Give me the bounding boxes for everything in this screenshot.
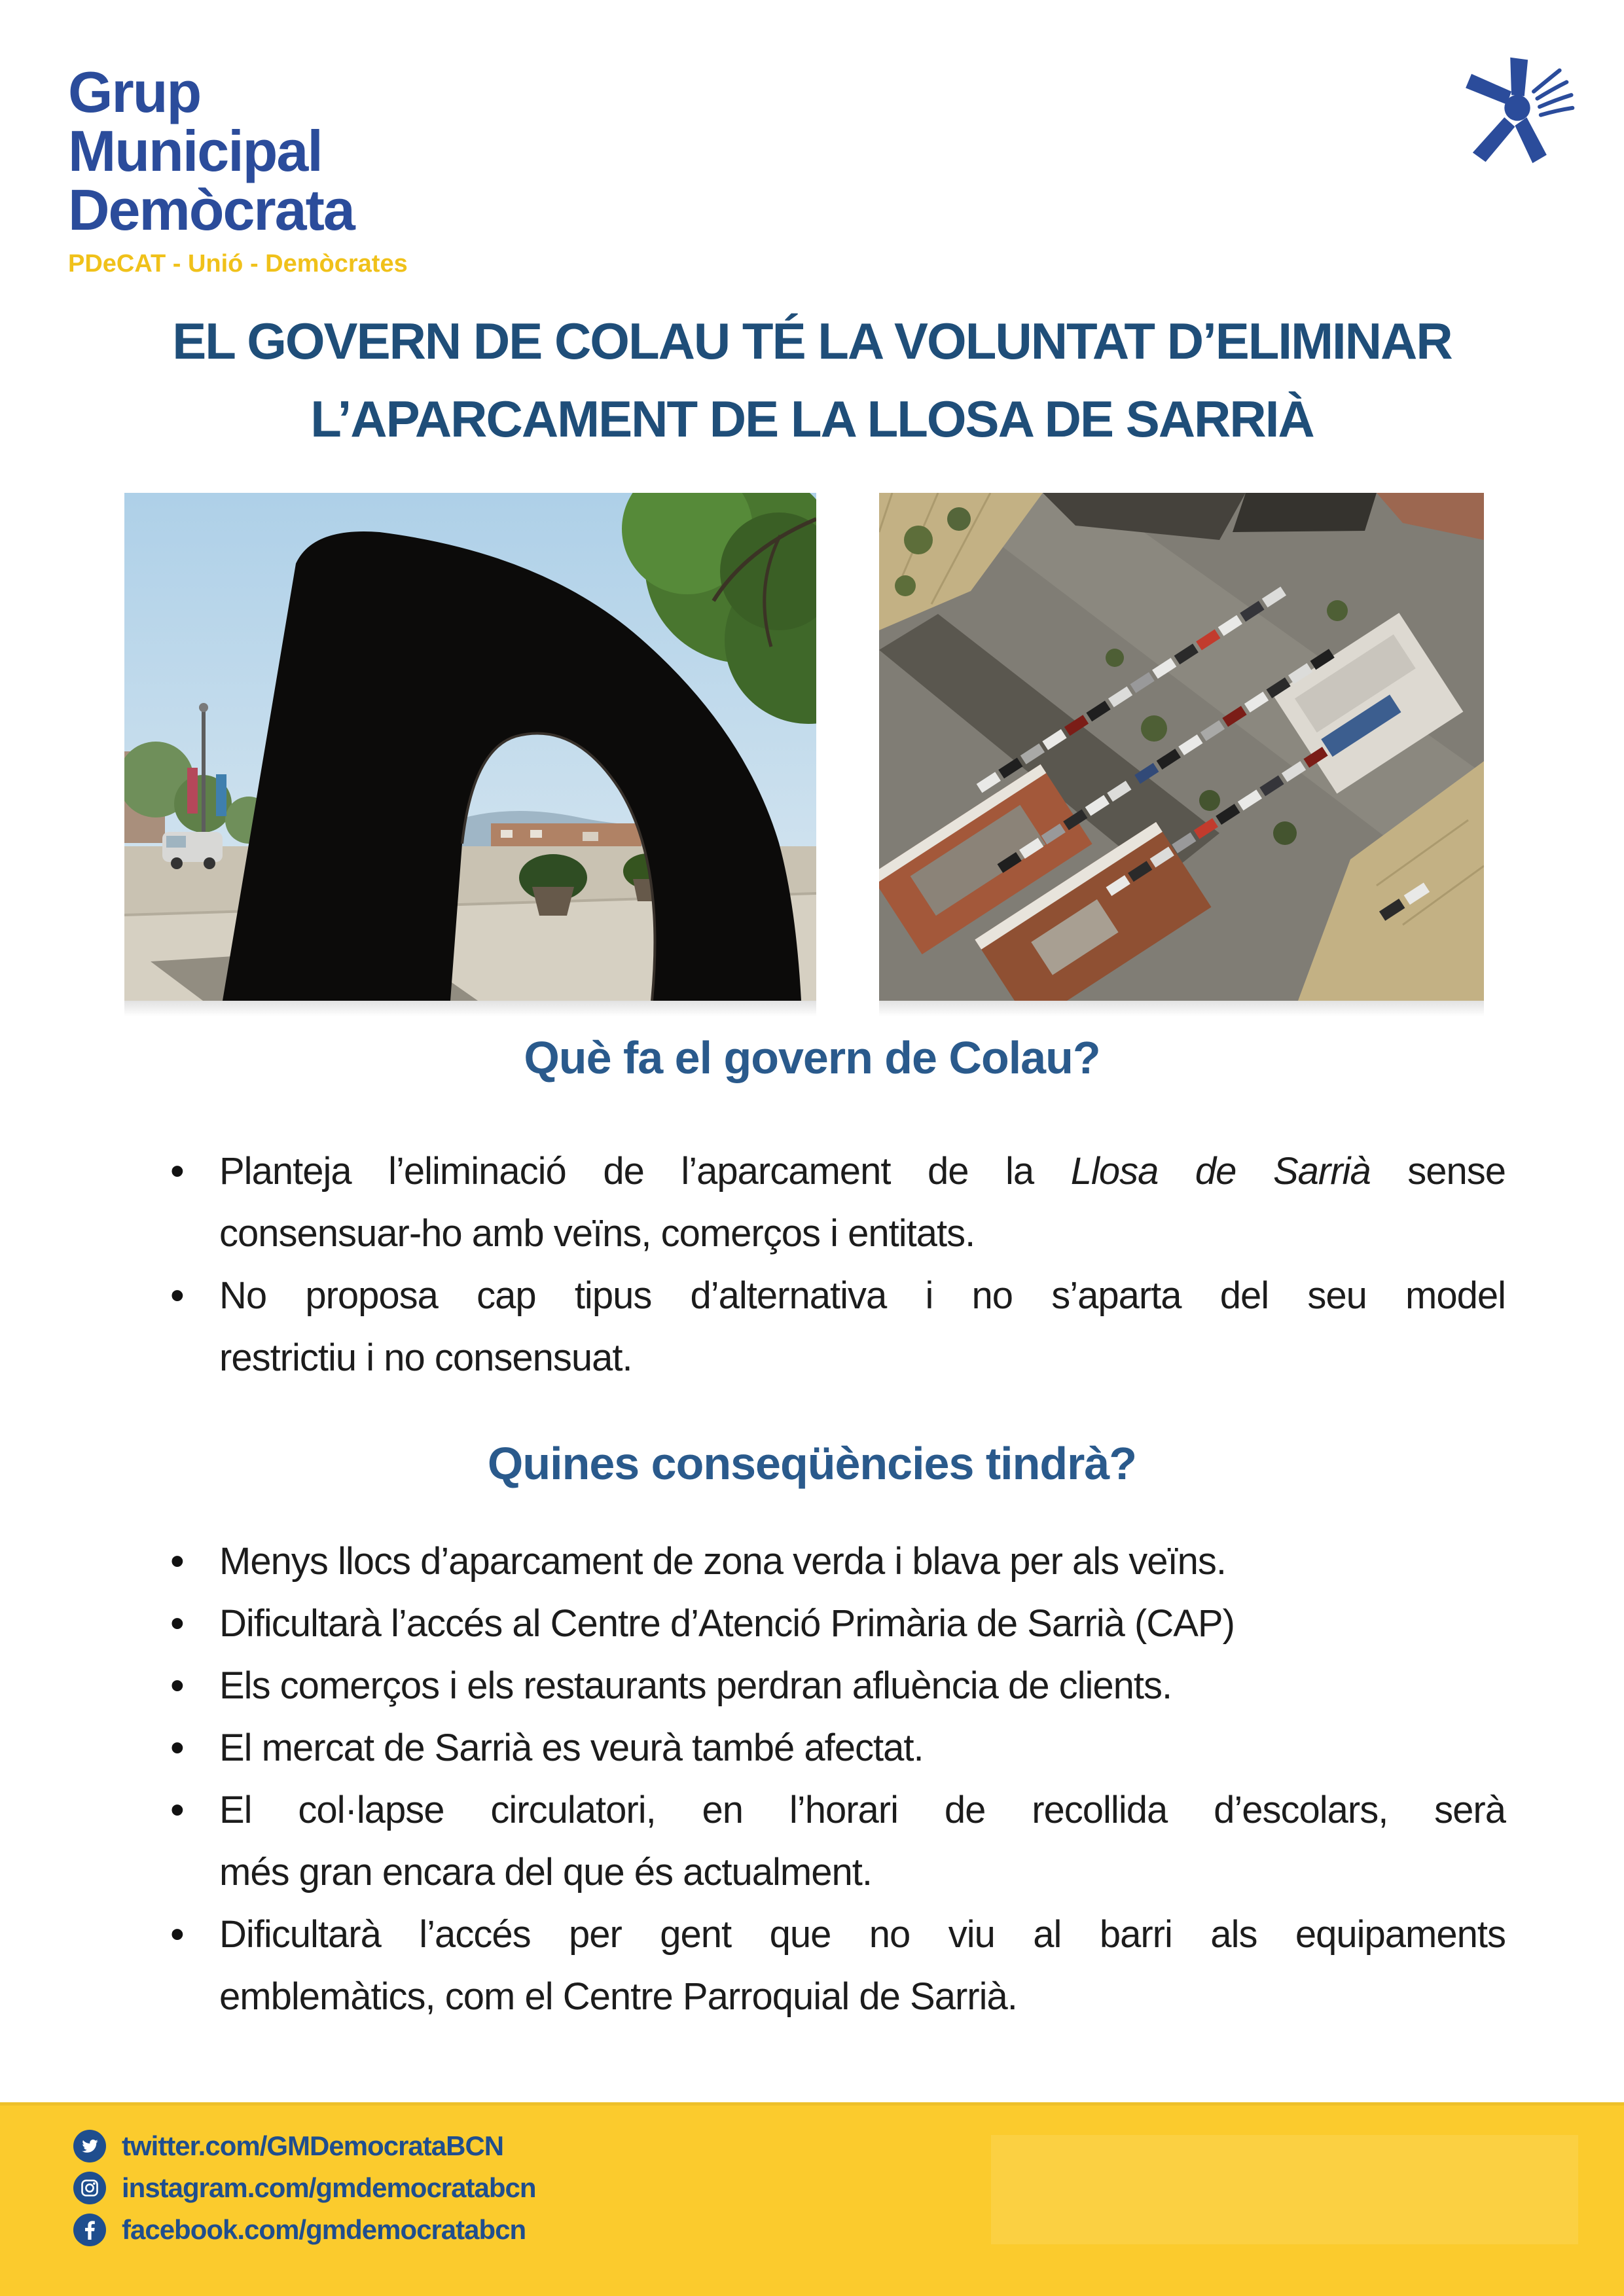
- instagram-link[interactable]: [73, 2170, 536, 2206]
- facebook-url[interactable]: facebook.com/gmdemocratabcn: [122, 2214, 526, 2245]
- page-title-line-1: EL GOVERN DE COLAU TÉ LA VOLUNTAT D’ELIMINAR: [172, 312, 1452, 370]
- list-item: [219, 1717, 1506, 1779]
- bullet-text: • No proposa cap tipus d’alternativa i no s’aparta del seu model: [219, 1274, 1506, 1317]
- bullet-list-que-fa: [176, 1140, 1506, 1389]
- bullet-text: restrictiu i no consensuat.: [219, 1336, 632, 1379]
- bullet-text: • Dificultarà l’accés per gent que no viu al barri als equipaments: [219, 1913, 1506, 1956]
- logo-line-2: Municipal: [68, 118, 322, 183]
- section-heading-que-fa: Què fa el govern de Colau?: [524, 1032, 1100, 1083]
- bullet-text: emblemàtics, com el Centre Parroquial de Sarrià.: [219, 1975, 1017, 2018]
- bullet-text: més gran encara del que és actualment.: [219, 1851, 872, 1893]
- bullet-text: consensuar-ho amb veïns, comerços i entitats.: [219, 1212, 975, 1255]
- footer-light-patch: [991, 2135, 1578, 2244]
- list-item: [219, 1265, 1506, 1389]
- street-photo-black-arch-sculpture: [124, 493, 816, 1001]
- logo: [68, 60, 408, 278]
- list-item: [219, 1592, 1506, 1655]
- photo-reflection: [879, 1001, 1484, 1016]
- list-item: [219, 1530, 1506, 1592]
- list-item: [219, 1903, 1506, 2028]
- bullet-text: • Menys llocs d’aparcament de zona verda i blava per als veïns.: [219, 1540, 1227, 1583]
- aerial-photo-llosa-parking: [879, 493, 1484, 1001]
- bullet-text: sense: [1370, 1150, 1506, 1193]
- twitter-url[interactable]: twitter.com/GMDemocrataBCN: [122, 2130, 504, 2161]
- list-item: [219, 1140, 1506, 1265]
- instagram-url[interactable]: instagram.com/gmdemocratabcn: [122, 2172, 536, 2203]
- bullet-text-italic: Llosa de Sarrià: [1070, 1150, 1371, 1193]
- bullet-list-consequencies: [176, 1530, 1506, 2028]
- estel-asterisk-icon: [1458, 56, 1576, 164]
- instagram-icon: [73, 2172, 106, 2204]
- footer: [0, 2102, 1624, 2296]
- logo-tagline: PDeCAT - Unió - Demòcrates: [68, 250, 408, 278]
- twitter-link[interactable]: [73, 2128, 536, 2164]
- facebook-link[interactable]: [73, 2212, 536, 2248]
- section-heading-consequencies: Quines conseqüències tindrà?: [487, 1438, 1137, 1489]
- twitter-icon: [73, 2130, 106, 2162]
- bullet-text: • Els comerços i els restaurants perdran afluència de clients.: [219, 1664, 1172, 1707]
- facebook-icon: [73, 2214, 106, 2246]
- logo-line-1: Grup: [68, 60, 201, 124]
- logo-line-3: Demòcrata: [68, 177, 354, 242]
- page-title: [0, 302, 1624, 458]
- list-item: [219, 1779, 1506, 1903]
- bullet-text: • El col·lapse circulatori, en l’horari de recollida d’escolars, serà: [219, 1789, 1506, 1831]
- page-title-line-2: L’APARCAMENT DE LA LLOSA DE SARRIÀ: [310, 390, 1314, 448]
- social-links: [73, 2128, 536, 2253]
- bullet-text: • Dificultarà l’accés al Centre d’Atenció Primària de Sarrià (CAP): [219, 1602, 1235, 1645]
- bullet-text: Planteja l’eliminació de l’aparcament de la: [219, 1150, 1071, 1193]
- bullet-text: • El mercat de Sarrià es veurà també afectat.: [219, 1727, 924, 1769]
- list-item: [219, 1655, 1506, 1717]
- photo-reflection: [124, 1001, 816, 1016]
